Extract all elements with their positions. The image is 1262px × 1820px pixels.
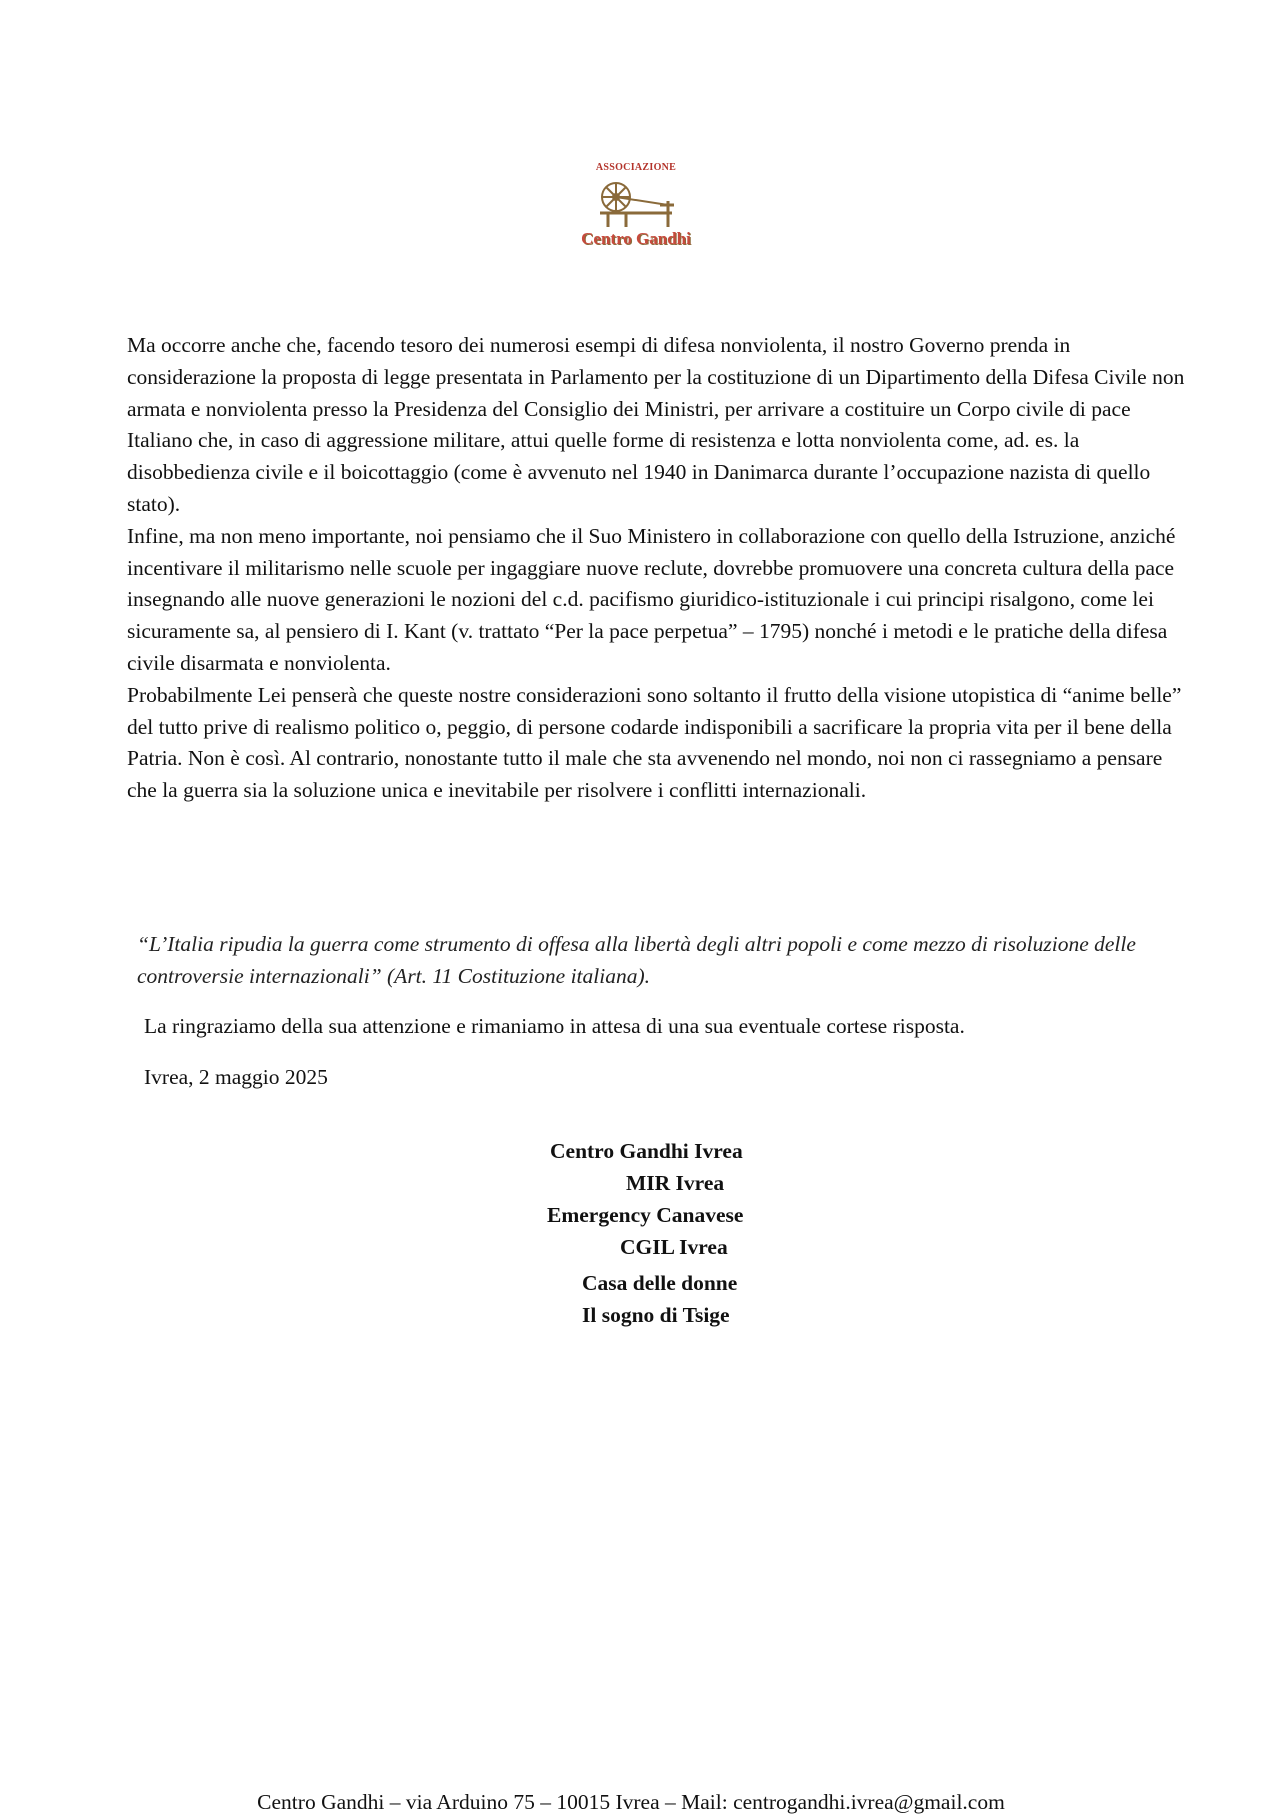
letter-date: Ivrea, 2 maggio 2025 xyxy=(144,1065,328,1089)
signature-centro-gandhi: Centro Gandhi Ivrea xyxy=(550,1139,743,1163)
page-footer: Centro Gandhi – via Arduino 75 – 10015 Ivrea – Mail: centrogandhi.ivrea@gmail.com xyxy=(257,1790,1005,1814)
spinning-wheel-icon xyxy=(596,177,676,229)
signature-mir: MIR Ivrea xyxy=(626,1171,725,1195)
association-logo xyxy=(556,160,716,250)
signature-casa-donne: Casa delle donne xyxy=(582,1271,738,1295)
paragraph-utopian: Probabilmente Lei penserà che queste nostre considerazioni sono soltanto il frutto della visione utopistica di “anime belle” del tutto prive di realismo politico o, peggio, di persone codarde indisponibili a sacrificare la propria vita per il bene della Patria. Non è così. Al contrario, nonostante tutto il male che sta avvenendo nel mondo, noi non ci rassegniamo a pensare che la guerra sia la soluzione unica e inevitabile per risolvere i conflitti internazionali. xyxy=(127,682,1182,803)
paragraph-education: Infine, ma non meno importante, noi pensiamo che il Suo Ministero in collaborazione con quello della Istruzione, anziché incentivare il militarismo nelle scuole per ingaggiare nuove reclute, dovrebbe promuovere una concreta cultura della pace insegnando alle nuove generazioni le nozioni del c.d. pacifismo giuridico-istituzionale i cui principi risalgono, come lei sicuramente sa, al pensiero di I. Kant (v. trattato “Per la pace perpetua” – 1795) nonché i metodi e le pratiche della difesa civile disarmata e nonviolenta. xyxy=(127,523,1176,675)
letter-body xyxy=(127,330,1187,807)
logo-bottom-text: Centro Gandhi xyxy=(581,229,691,248)
constitution-quote: “L’Italia ripudia la guerra come strumento di offesa alla libertà degli altri popoli e come mezzo di risoluzione delle controversie internazionali” (Art. 11 Costituzione italiana). xyxy=(137,932,1136,988)
signature-cgil: CGIL Ivrea xyxy=(620,1235,728,1259)
logo-top-text: ASSOCIAZIONE xyxy=(595,162,677,173)
signature-emergency: Emergency Canavese xyxy=(547,1203,744,1227)
signature-sogno-tsige: Il sogno di Tsige xyxy=(582,1303,730,1327)
paragraph-civil-defense: Ma occorre anche che, facendo tesoro dei numerosi esempi di difesa nonviolenta, il nostro Governo prenda in considerazione la proposta di legge presentata in Parlamento per la costituzione di un Dipartimento della Difesa Civile non armata e nonviolenta presso la Presidenza del Consiglio dei Ministri, per arrivare a costituire un Corpo civile di pace Italiano che, in caso di aggressione militare, attui quelle forme di resistenza e lotta nonviolenta come, ad. es. la disobbedienza civile e il boicottaggio (come è avvenuto nel 1940 in Danimarca durante l’occupazione nazista di quello stato). xyxy=(127,333,1185,516)
closing-thanks: La ringraziamo della sua attenzione e rimaniamo in attesa di una sua eventuale cortese risposta. xyxy=(144,1014,965,1038)
